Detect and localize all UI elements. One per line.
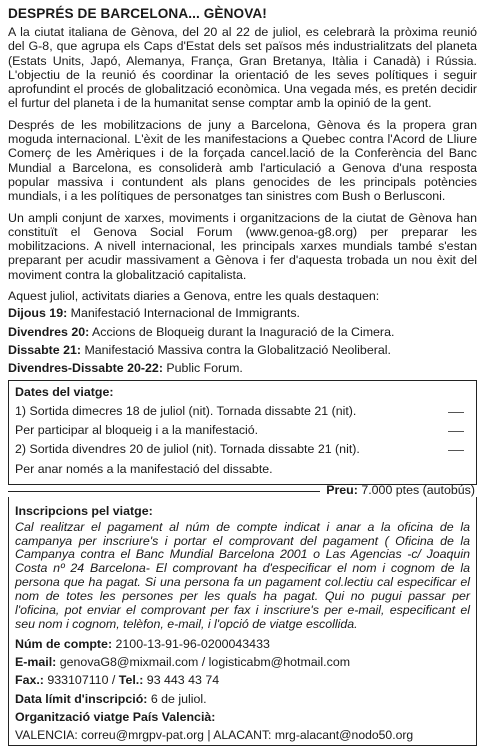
account-label: Núm de compte:	[15, 636, 113, 651]
deadline-value: 6 de juliol.	[147, 691, 207, 706]
organizer-heading	[15, 710, 470, 724]
trip-option-text: Per anar només a la manifestació del dissabte.	[15, 461, 273, 476]
forum-paragraph: Un ampli conjunt de xarxes, moviments i organitzacions de la ciutat de Gènova han constituït el Genova Social Forum (www.genoa-g8.org) per preparar les mobilitzacions. A nivell internacional, les principals xarxes mundials també s'estan preparant per acudir massivament a Gènova i fer d'aquesta trobada un nou èxit del moviment contra la globalització capitalista.	[8, 210, 477, 282]
trip-option-note	[15, 423, 470, 437]
price-value: 7.000 ptes (autobús)	[357, 483, 475, 498]
schedule-item	[8, 361, 477, 375]
schedule-day: Divendres-Dissabte 20-22:	[8, 361, 163, 376]
option-blank-line	[448, 442, 464, 451]
schedule-desc: Manifestació Internacional de Immigrants.	[67, 306, 300, 321]
trip-dates-heading: Dates del viatge:	[15, 384, 114, 399]
activities-intro: Aquest juliol, activitats diaries a Genova, entre les quals destaquen:	[8, 289, 380, 304]
price-label: Preu:	[326, 483, 358, 498]
account-value: 2100-13-91-96-0200043433	[112, 636, 270, 651]
fax-value: 933107110 /	[43, 673, 119, 688]
trip-option-note	[15, 462, 470, 476]
schedule-item	[8, 306, 477, 320]
schedule-day: Dijous 19:	[8, 306, 68, 321]
price-row	[8, 483, 477, 497]
trip-option-text: 1) Sortida dimecres 18 de juliol (nit). Tornada dissabte 21 (nit).	[15, 403, 357, 418]
trip-option	[15, 442, 470, 456]
deadline	[15, 692, 470, 706]
registration-heading: Inscripcions pel viatge:	[15, 504, 153, 519]
email-value: genovaG8@mixmail.com / logisticabm@hotmail.com	[56, 655, 351, 670]
fax-tel-contact	[15, 673, 470, 687]
schedule-item	[8, 343, 477, 357]
registration-box	[8, 497, 477, 745]
schedule-day: Dissabte 21:	[8, 342, 82, 357]
deadline-label: Data límit d'inscripció:	[15, 691, 148, 706]
page-title: DESPRÉS DE BARCELONA... GÈNOVA!	[8, 6, 267, 21]
organizer-label: Organització viatge País Valencià:	[15, 710, 216, 725]
mobilizations-paragraph: Després de les mobilitzacions de juny a Barcelona, Gènova és la propera gran moguda internacional. L'èxit de les manifestacions a Quebec contra l'Acord de Lliure Comerç de les Amèriques i de la forçada cancel.lació de la Conferència del Banc Mundial a Barcelona, es consoliderà amb l'articulació a Genova d'una resposta popular massiva i contundent als plans genocides de les principals potències mundials, i a les polítiques de personatges tan sinistres com Bush o Berlusconi.	[8, 117, 477, 204]
registration-instructions: Cal realitzar el pagament al núm de compte indicat i anar a la oficina de la campanya per inscriure's i portar el comprovant del pagament ( Oficina de la Campanya contra el Banc Mundial Barcelona 2001 o Las Agencias -c/ Joaquin Costa nº 24 Barcelona- El comprovant ha d'especificar el nom i cognom de la persona que ha pagat. Si una persona fa un pagament col.lectiu cal especificar el nom de totes les persones per les quals ha pagat. Qui no pugui passar per l'oficina, pot enviar el comprovant per fax i inscriure's per e-mail, especificant el seu nom i cognom, telèfon, e-mail, i l'opció de viatge escollida.	[15, 519, 470, 631]
trip-dates-box	[8, 380, 477, 485]
tel-label: Tel.:	[118, 673, 144, 688]
price	[326, 483, 477, 497]
trip-option-text: Per participar al bloqueig i a la manifestació.	[15, 423, 259, 438]
email-label: E-mail:	[15, 655, 57, 670]
email-contact	[15, 655, 470, 669]
trip-option-text: 2) Sortida divendres 20 de juliol (nit). Tornada dissabte 21 (nit).	[15, 442, 360, 457]
schedule-item	[8, 325, 477, 339]
account-number	[15, 637, 470, 651]
organizer-contacts: VALENCIA: correu@mrgpv-pat.org | ALACANT: mrg-alacant@nodo50.org	[15, 728, 414, 743]
fax-label: Fax.:	[15, 673, 44, 688]
schedule-desc: Manifestació Massiva contra la Globalització Neoliberal.	[81, 342, 391, 357]
schedule-list	[8, 306, 477, 375]
schedule-desc: Public Forum.	[162, 361, 243, 376]
tel-value: 93 443 43 74	[143, 673, 220, 688]
option-blank-line	[448, 423, 464, 432]
schedule-day: Divendres 20:	[8, 324, 90, 339]
intro-paragraph: A la ciutat italiana de Gènova, del 20 al 22 de juliol, es celebrarà la pròxima reunió del G-8, que agrupa els Caps d'Estat dels set països més industrialitzats del planeta (Estats Units, Japó, Alemanya, França, Gran Bretanya, Itàlia i Canadà) i Rússia. L'objectiu de la reunió és coordinar la orientació de les seves polítiques i seguir aprofundint el procés de globalització econòmica. Una vegada més, es pretén decidir el furtur del planeta i de la humanitat sense comptar amb la opinió de la gent.	[8, 25, 477, 111]
divider	[8, 491, 320, 492]
schedule-desc: Accions de Bloqueig durant la Inaguració de la Cimera.	[89, 324, 395, 339]
trip-option	[15, 404, 470, 418]
option-blank-line	[448, 404, 464, 413]
